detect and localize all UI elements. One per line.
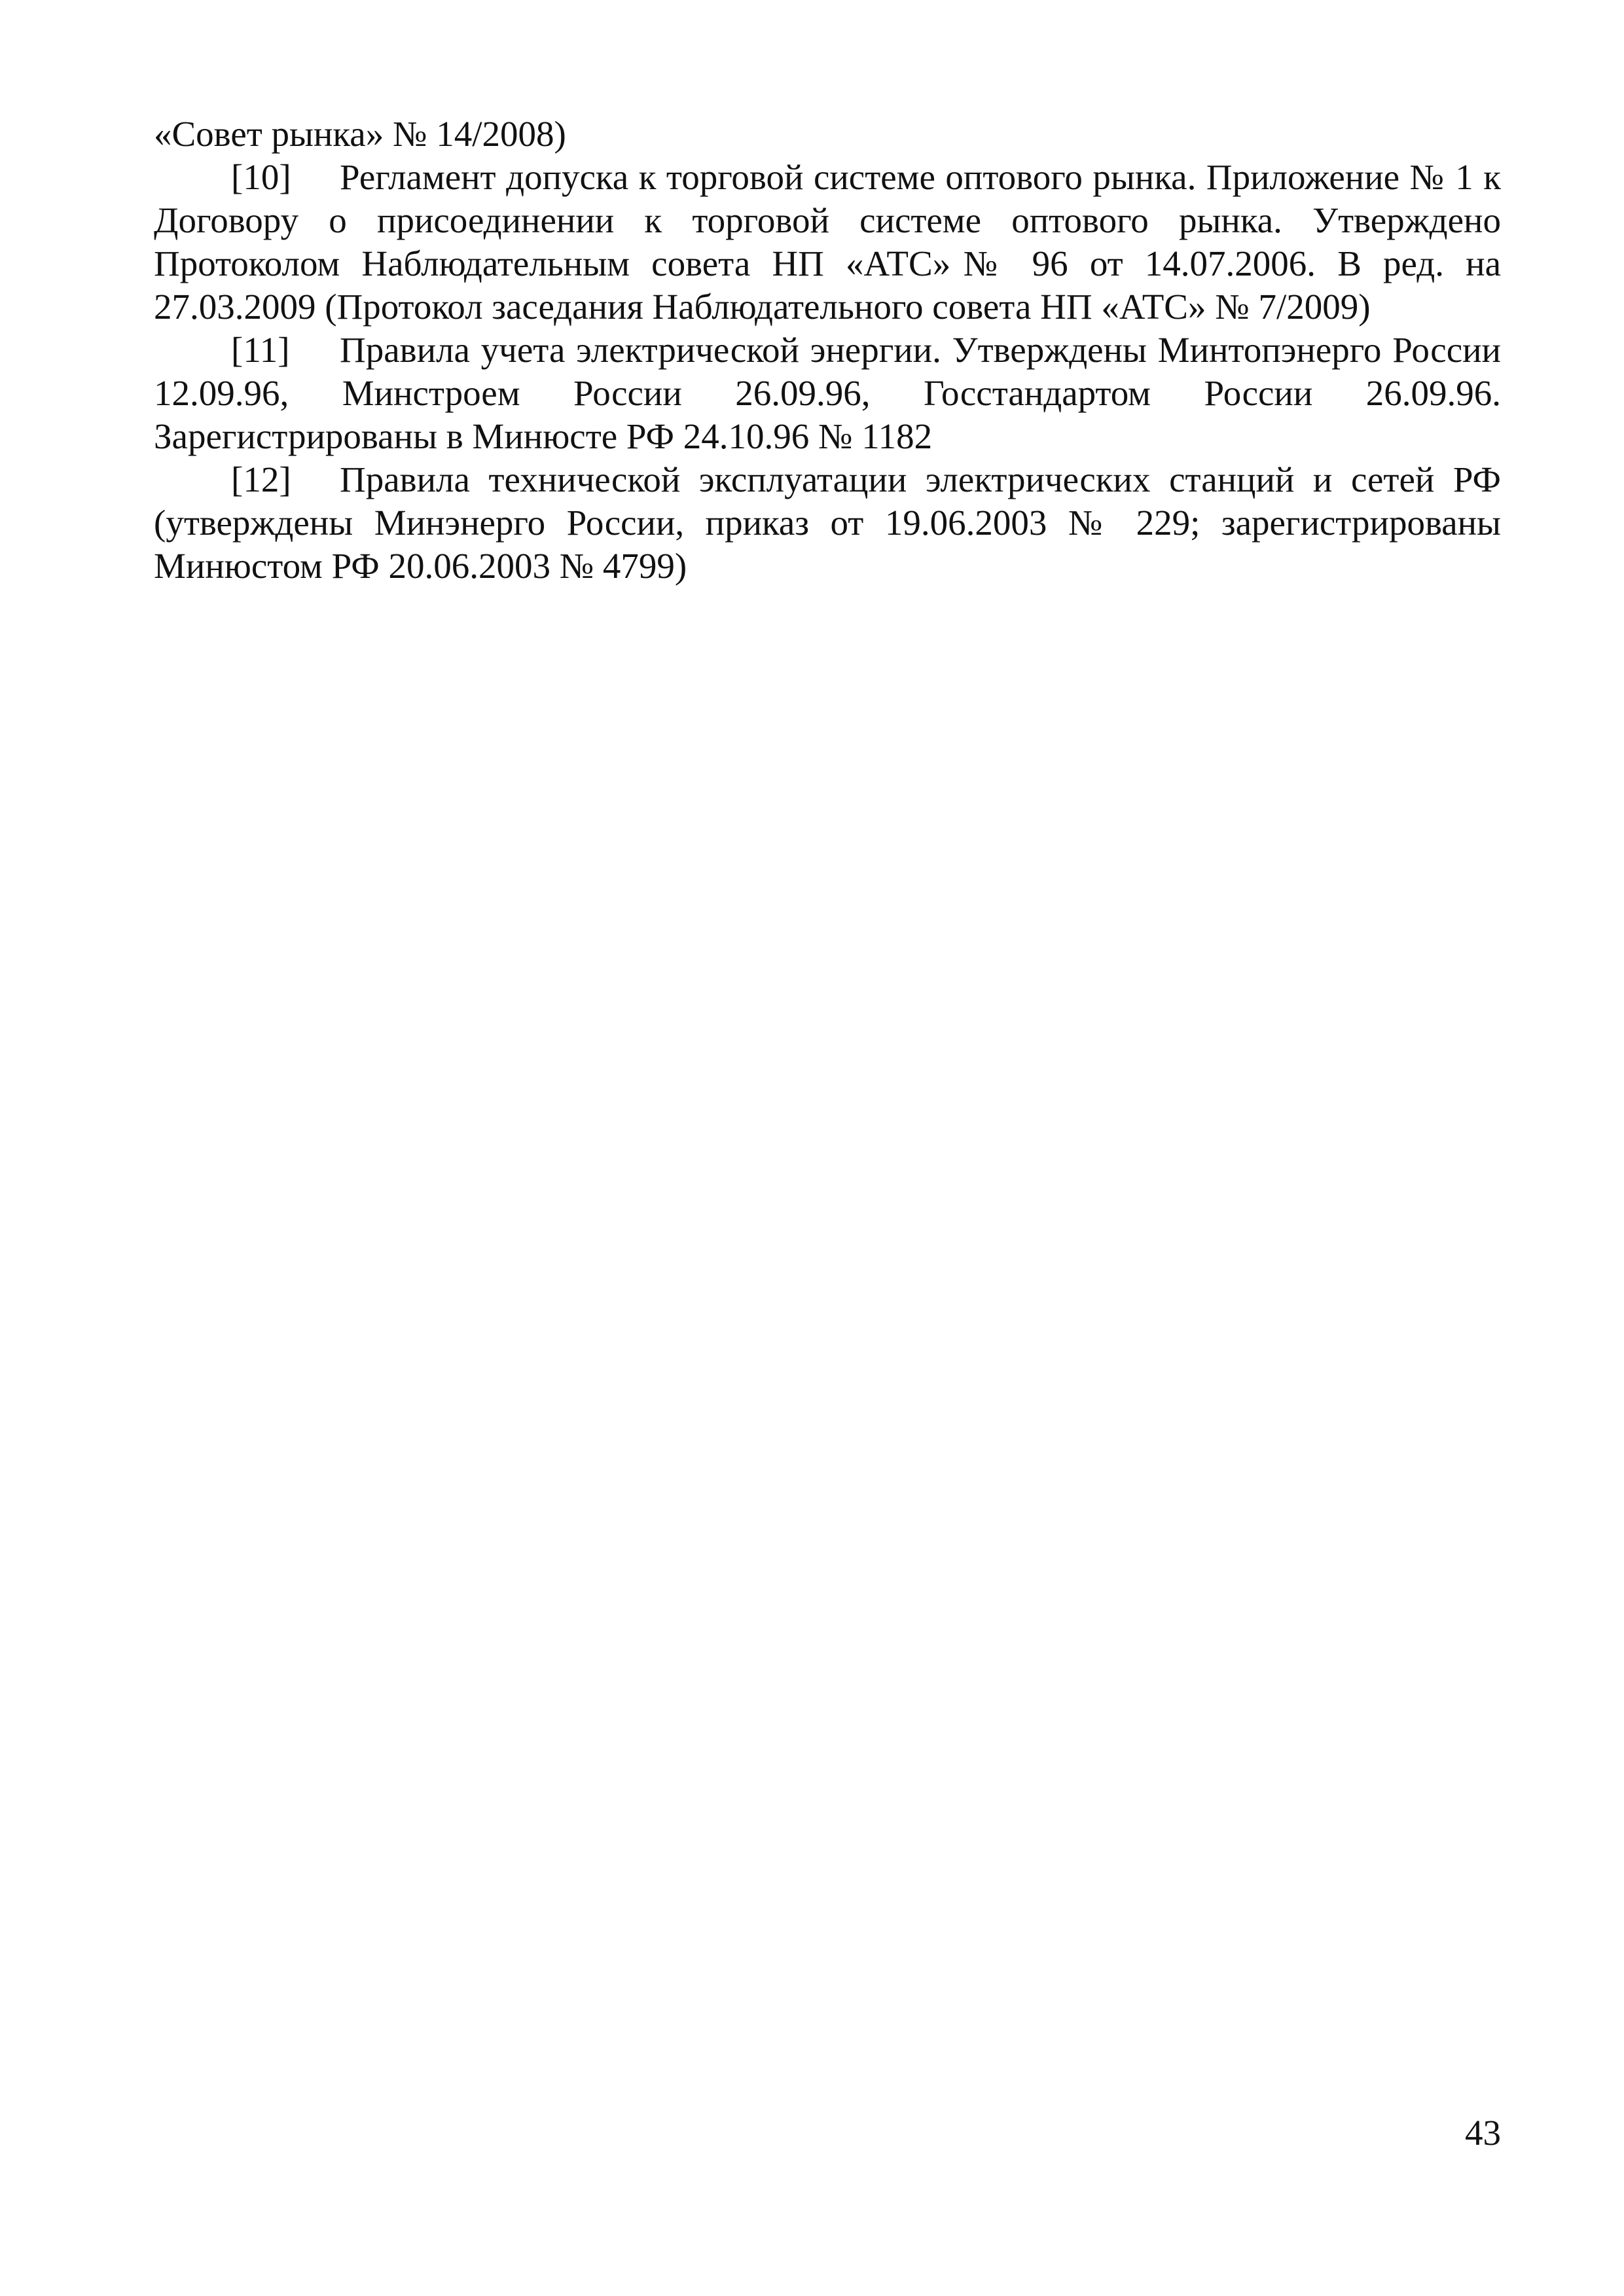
reference-list [154, 113, 1501, 588]
reference-item-10 [154, 156, 1501, 329]
reference-number: [10] [231, 157, 291, 197]
reference-text: Регламент допуска к торговой системе оптового рынка. Приложение № 1 к Договору о присоединении к торговой системе оптового рынка. Утверждено Протоколом Наблюдательным совета НП «АТС»№ 96 от 14.07.2006. В ред. на 27.03.2009 (Протокол заседания Наблюдательного совета НП «АТС» № 7/2009) [154, 157, 1501, 327]
reference-text: Правила технической эксплуатации электрических станций и сетей РФ (утверждены Минэнерго России, приказ от 19.06.2003 № 229; зарегистрированы Минюстом РФ 20.06.2003 № 4799) [154, 459, 1501, 586]
page-number: 43 [1465, 2113, 1501, 2153]
reference-item-11 [154, 329, 1501, 458]
reference-continuation: «Совет рынка» № 14/2008) [154, 114, 566, 154]
reference-item-12 [154, 458, 1501, 588]
reference-text: Правила учета электрической энергии. Утверждены Минтопэнерго России 12.09.96, Минстроем России 26.09.96, Госстандартом России 26.09.96. Зарегистрированы в Минюсте РФ 24.10.96 № 1182 [154, 330, 1501, 456]
reference-number: [11] [231, 330, 290, 370]
reference-number: [12] [231, 459, 291, 499]
